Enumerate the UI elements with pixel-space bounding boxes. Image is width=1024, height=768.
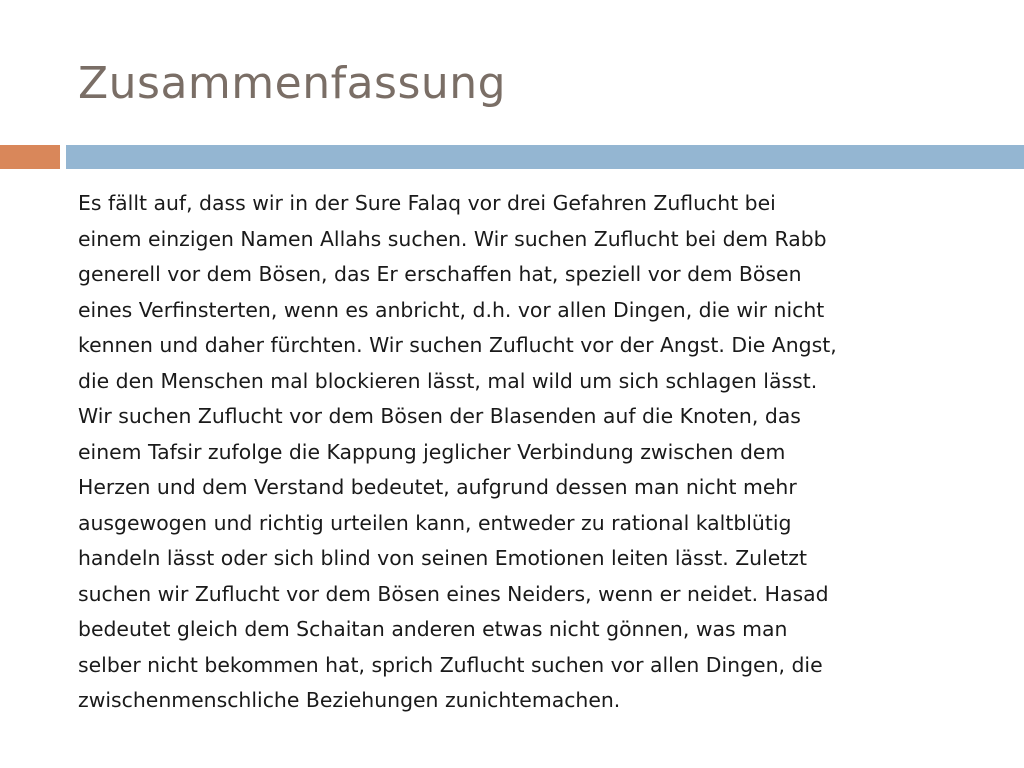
body-line: generell vor dem Bösen, das Er erschaffen hat, speziell vor dem Bösen: [78, 262, 802, 286]
body-line: die den Menschen mal blockieren lässt, mal wild um sich schlagen lässt.: [78, 368, 818, 393]
body-line: zwischenmenschliche Beziehungen zunichtemachen.: [78, 688, 621, 712]
body-line: eines Verfinsterten, wenn es anbricht, d.h. vor allen Dingen, die wir nicht: [78, 297, 825, 322]
body-line: einem einzigen Namen Allahs suchen. Wir suchen Zuflucht bei dem Rabb: [78, 226, 827, 251]
slide-title: Zusammenfassung: [78, 58, 507, 109]
body-line: Wir suchen Zuflucht vor dem Bösen der Blasenden auf die Knoten, das: [78, 404, 801, 428]
body-line: handeln lässt oder sich blind von seinen Emotionen leiten lässt. Zuletzt: [78, 546, 808, 570]
body-line: Herzen und dem Verstand bedeutet, aufgrund dessen man nicht mehr: [78, 475, 797, 499]
body-line: suchen wir Zuflucht vor dem Bösen eines Neiders, wenn er neidet. Hasad: [78, 581, 829, 606]
body-line: ausgewogen und richtig urteilen kann, entweder zu rational kaltblütig: [78, 510, 792, 535]
body-line: bedeutet gleich dem Schaitan anderen etwas nicht gönnen, was man: [78, 617, 788, 641]
body-line: selber nicht bekommen hat, sprich Zuflucht suchen vor allen Dingen, die: [78, 652, 823, 677]
body-line: kennen und daher fürchten. Wir suchen Zuflucht vor der Angst. Die Angst,: [78, 333, 837, 357]
accent-bar-orange: [0, 145, 60, 169]
body-line: Es fällt auf, dass wir in der Sure Falaq vor drei Gefahren Zuflucht bei: [78, 191, 776, 215]
slide-body: [78, 186, 983, 719]
accent-bar-blue: [66, 145, 1024, 169]
body-line: einem Tafsir zufolge die Kappung jeglicher Verbindung zwischen dem: [78, 439, 786, 464]
